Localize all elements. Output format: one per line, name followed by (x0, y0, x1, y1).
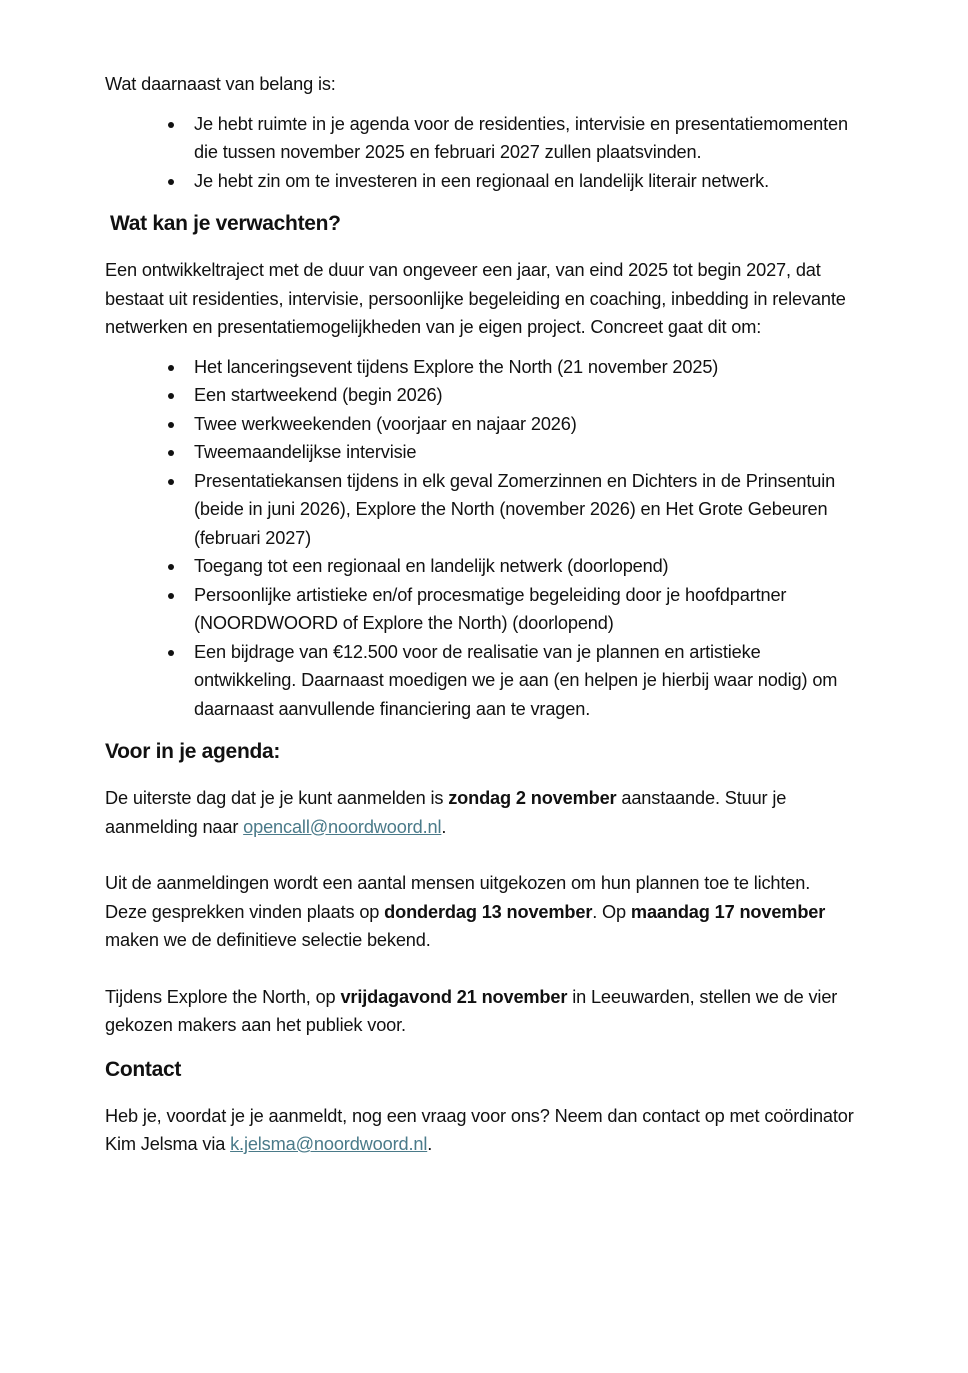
list-item: Het lanceringsevent tijdens Explore the North (21 november 2025) (105, 353, 855, 382)
list-item: Toegang tot een regionaal en landelijk netwerk (doorlopend) (105, 552, 855, 581)
opencall-email-link[interactable]: opencall@noordwoord.nl (243, 816, 442, 837)
list-item: Je hebt ruimte in je agenda voor de residenties, intervisie en presentatiemomenten die tussen november 2025 en februari 2027 zullen plaatsvinden. (105, 110, 855, 167)
agenda-paragraph-selection: Uit de aanmeldingen wordt een aantal mensen uitgekozen om hun plannen toe te lichten. Deze gesprekken vinden plaats op donderdag 13 november. Op maandag 17 november maken we de definitieve selectie bekend. (105, 873, 826, 950)
list-item: Een startweekend (begin 2026) (105, 381, 855, 410)
list-item: Twee werkweekenden (voorjaar en najaar 2026) (105, 410, 855, 439)
bullet-icon (168, 179, 174, 185)
bullet-icon (168, 479, 174, 485)
bullet-icon (168, 450, 174, 456)
intro-lead: Wat daarnaast van belang is: (105, 74, 336, 94)
section-heading-expect: Wat kan je verwachten? (110, 212, 341, 235)
requirements-list (105, 110, 855, 196)
bullet-icon (168, 122, 174, 128)
bullet-icon (168, 564, 174, 570)
list-item: Tweemaandelijkse intervisie (105, 438, 855, 467)
expect-list (105, 353, 855, 724)
contact-email-link[interactable]: k.jelsma@noordwoord.nl (230, 1134, 428, 1154)
bullet-icon (168, 422, 174, 428)
expect-paragraph: Een ontwikkeltraject met de duur van ongeveer een jaar, van eind 2025 tot begin 2027, dat bestaat uit residenties, intervisie, persoonlijke begeleiding en coaching, inbedding in relevante netwerken en presentatiemogelijkheden van je eigen project. Concreet gaat dit om: (105, 260, 846, 337)
agenda-paragraph-presentation: Tijdens Explore the North, op vrijdagavond 21 november in Leeuwarden, stellen we de vier gekozen makers aan het publiek voor. (105, 986, 838, 1035)
list-item: Je hebt zin om te investeren in een regionaal en landelijk literair netwerk. (105, 167, 855, 196)
agenda-paragraph-deadline: De uiterste dag dat je je kunt aanmelden is zondag 2 november aanstaande. Stuur je aanmelding naar opencall@noordwoord.nl. (105, 788, 787, 837)
bullet-icon (168, 593, 174, 599)
list-item: Presentatiekansen tijdens in elk geval Zomerzinnen en Dichters in de Prinsentuin (beide in juni 2026), Explore the North (november 2026) en Het Grote Gebeuren (februari 2027) (105, 467, 855, 553)
document-page (105, 70, 855, 1159)
bullet-icon (168, 365, 174, 371)
section-heading-agenda: Voor in je agenda: (105, 740, 281, 763)
bullet-icon (168, 650, 174, 656)
list-item: Persoonlijke artistieke en/of procesmatige begeleiding door je hoofdpartner (NOORDWOORD of Explore the North) (doorlopend) (105, 581, 855, 638)
contact-paragraph: Heb je, voordat je je aanmeldt, nog een vraag voor ons? Neem dan contact op met coördinator Kim Jelsma via k.jelsma@noordwoord.nl. (105, 1105, 854, 1154)
list-item: Een bijdrage van €12.500 voor de realisatie van je plannen en artistieke ontwikkeling. Daarnaast moedigen we je aan (en helpen je hierbij waar nodig) om daarnaast aanvullende financiering aan te vragen. (105, 638, 855, 724)
section-heading-contact: Contact (105, 1057, 182, 1081)
bullet-icon (168, 393, 174, 399)
